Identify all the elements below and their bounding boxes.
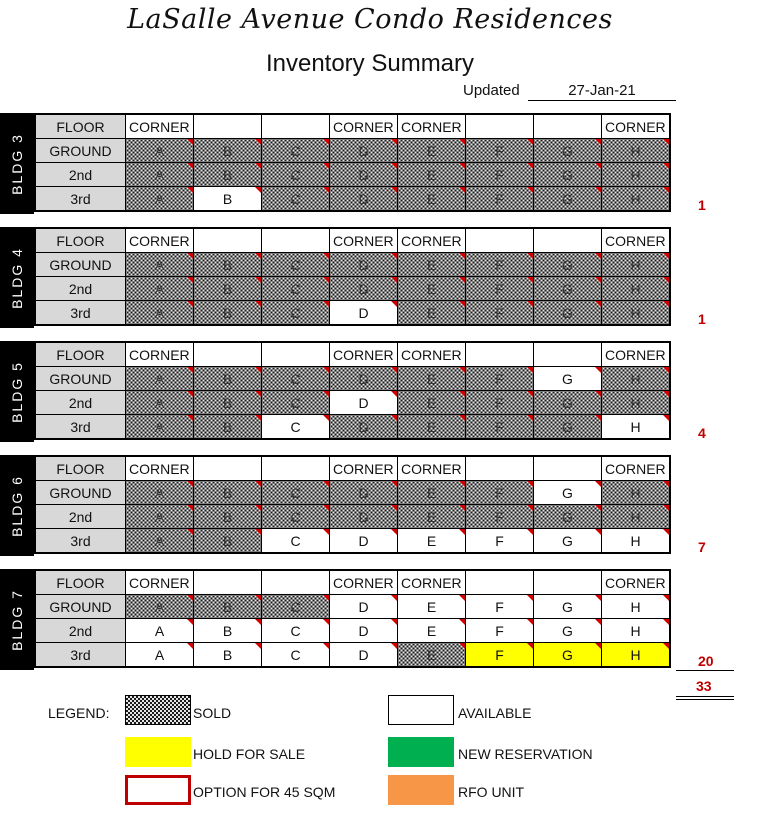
available-count: 4 bbox=[698, 425, 706, 441]
column-header bbox=[466, 228, 534, 253]
column-header: CORNER bbox=[398, 570, 466, 595]
unit-cell: D bbox=[330, 367, 398, 391]
building-label-text: BLDG 3 bbox=[9, 132, 25, 195]
unit-cell: F bbox=[466, 595, 534, 619]
column-header bbox=[466, 456, 534, 481]
unit-cell: B bbox=[194, 187, 262, 212]
legend-available-text: AVAILABLE bbox=[458, 705, 532, 721]
unit-cell: F bbox=[466, 367, 534, 391]
floor-label: 3rd bbox=[35, 643, 126, 668]
unit-cell: B bbox=[194, 619, 262, 643]
legend-sold-text: SOLD bbox=[193, 705, 232, 721]
legend-new-reservation-swatch bbox=[388, 737, 454, 767]
unit-cell: D bbox=[330, 277, 398, 301]
column-header bbox=[534, 456, 602, 481]
total-rule-double-2 bbox=[676, 699, 734, 700]
available-count: 1 bbox=[698, 197, 706, 213]
building-label bbox=[0, 341, 34, 442]
unit-cell: B bbox=[194, 529, 262, 554]
floor-row bbox=[35, 277, 670, 301]
available-count: 1 bbox=[698, 311, 706, 327]
unit-cell: C bbox=[262, 481, 330, 505]
updated-label: Updated bbox=[463, 82, 520, 99]
unit-cell: D bbox=[330, 481, 398, 505]
unit-cell: C bbox=[262, 415, 330, 440]
unit-cell: B bbox=[194, 415, 262, 440]
column-header bbox=[534, 570, 602, 595]
unit-cell: C bbox=[262, 253, 330, 277]
unit-cell: G bbox=[534, 277, 602, 301]
unit-cell: G bbox=[534, 415, 602, 440]
unit-cell: B bbox=[194, 367, 262, 391]
floor-label: 2nd bbox=[35, 505, 126, 529]
unit-cell: G bbox=[534, 481, 602, 505]
unit-cell: F bbox=[466, 505, 534, 529]
unit-cell: D bbox=[330, 163, 398, 187]
floor-row bbox=[35, 301, 670, 326]
unit-cell: B bbox=[194, 301, 262, 326]
unit-cell: A bbox=[126, 277, 194, 301]
unit-cell: G bbox=[534, 163, 602, 187]
floor-row bbox=[35, 187, 670, 212]
unit-cell: A bbox=[126, 643, 194, 668]
floor-label: GROUND bbox=[35, 253, 126, 277]
building-label bbox=[0, 113, 34, 214]
legend-sold-swatch bbox=[125, 695, 191, 725]
unit-cell: B bbox=[194, 391, 262, 415]
floor-label: 2nd bbox=[35, 619, 126, 643]
floor-label: 2nd bbox=[35, 391, 126, 415]
column-header: CORNER bbox=[602, 114, 671, 139]
unit-cell: B bbox=[194, 505, 262, 529]
floor-label: 3rd bbox=[35, 529, 126, 554]
unit-cell: F bbox=[466, 619, 534, 643]
column-header bbox=[534, 342, 602, 367]
column-header bbox=[466, 114, 534, 139]
unit-cell: E bbox=[398, 643, 466, 668]
unit-cell: C bbox=[262, 163, 330, 187]
column-header bbox=[194, 114, 262, 139]
unit-cell: E bbox=[398, 619, 466, 643]
unit-cell: H bbox=[602, 529, 671, 554]
unit-cell: C bbox=[262, 367, 330, 391]
inventory-table bbox=[34, 569, 671, 668]
legend-available-swatch bbox=[388, 695, 454, 725]
building-label bbox=[0, 455, 34, 556]
column-header bbox=[194, 342, 262, 367]
unit-cell: D bbox=[330, 301, 398, 326]
floor-row bbox=[35, 139, 670, 163]
unit-cell: F bbox=[466, 139, 534, 163]
unit-cell: F bbox=[466, 277, 534, 301]
floor-label: GROUND bbox=[35, 367, 126, 391]
unit-cell: E bbox=[398, 529, 466, 554]
unit-cell: D bbox=[330, 595, 398, 619]
floor-row bbox=[35, 367, 670, 391]
column-header bbox=[466, 570, 534, 595]
unit-cell: G bbox=[534, 139, 602, 163]
unit-cell: E bbox=[398, 391, 466, 415]
building-block bbox=[0, 341, 676, 442]
unit-cell: G bbox=[534, 643, 602, 668]
unit-cell: A bbox=[126, 529, 194, 554]
unit-cell: B bbox=[194, 595, 262, 619]
document-title: LaSalle Avenue Condo Residences bbox=[127, 4, 613, 35]
unit-cell: G bbox=[534, 391, 602, 415]
total-available: 33 bbox=[696, 678, 712, 694]
floor-row bbox=[35, 619, 670, 643]
unit-cell: F bbox=[466, 481, 534, 505]
floor-column-header: FLOOR bbox=[35, 228, 126, 253]
floor-row bbox=[35, 595, 670, 619]
unit-cell: A bbox=[126, 505, 194, 529]
unit-cell: D bbox=[330, 253, 398, 277]
total-rule-double-1 bbox=[676, 696, 734, 697]
unit-cell: H bbox=[602, 253, 671, 277]
unit-cell: H bbox=[602, 595, 671, 619]
unit-cell: A bbox=[126, 391, 194, 415]
unit-cell: C bbox=[262, 277, 330, 301]
unit-cell: C bbox=[262, 529, 330, 554]
unit-cell: A bbox=[126, 163, 194, 187]
floor-label: GROUND bbox=[35, 139, 126, 163]
floor-row bbox=[35, 505, 670, 529]
column-header: CORNER bbox=[398, 228, 466, 253]
unit-cell: C bbox=[262, 643, 330, 668]
unit-cell: H bbox=[602, 163, 671, 187]
unit-cell: D bbox=[330, 619, 398, 643]
column-header bbox=[262, 342, 330, 367]
column-header: CORNER bbox=[330, 456, 398, 481]
column-header: CORNER bbox=[330, 342, 398, 367]
unit-cell: E bbox=[398, 595, 466, 619]
unit-cell: G bbox=[534, 301, 602, 326]
unit-cell: A bbox=[126, 301, 194, 326]
unit-cell: H bbox=[602, 391, 671, 415]
unit-cell: E bbox=[398, 277, 466, 301]
column-header: CORNER bbox=[126, 570, 194, 595]
inventory-table bbox=[34, 227, 671, 326]
legend-option-swatch bbox=[125, 775, 191, 805]
unit-cell: G bbox=[534, 505, 602, 529]
column-header: CORNER bbox=[126, 456, 194, 481]
building-label-text: BLDG 4 bbox=[9, 246, 25, 309]
floor-column-header: FLOOR bbox=[35, 456, 126, 481]
unit-cell: H bbox=[602, 367, 671, 391]
unit-cell: G bbox=[534, 529, 602, 554]
legend-rfo-text: RFO UNIT bbox=[458, 784, 525, 800]
unit-cell: F bbox=[466, 253, 534, 277]
column-header: CORNER bbox=[602, 456, 671, 481]
unit-cell: B bbox=[194, 643, 262, 668]
unit-cell: A bbox=[126, 595, 194, 619]
unit-cell: A bbox=[126, 619, 194, 643]
unit-cell: C bbox=[262, 139, 330, 163]
unit-cell: A bbox=[126, 187, 194, 212]
inventory-table bbox=[34, 341, 671, 440]
floor-label: 3rd bbox=[35, 301, 126, 326]
legend-hold-text: HOLD FOR SALE bbox=[193, 746, 306, 762]
column-header: CORNER bbox=[126, 228, 194, 253]
unit-cell: C bbox=[262, 619, 330, 643]
header-row bbox=[35, 342, 670, 367]
column-header bbox=[262, 228, 330, 253]
updated-date: 27-Jan-21 bbox=[528, 82, 676, 101]
unit-cell: E bbox=[398, 163, 466, 187]
column-header: CORNER bbox=[126, 114, 194, 139]
column-header: CORNER bbox=[330, 570, 398, 595]
floor-row bbox=[35, 391, 670, 415]
unit-cell: B bbox=[194, 481, 262, 505]
unit-cell: C bbox=[262, 187, 330, 212]
floor-label: GROUND bbox=[35, 595, 126, 619]
unit-cell: F bbox=[466, 415, 534, 440]
floor-column-header: FLOOR bbox=[35, 570, 126, 595]
unit-cell: F bbox=[466, 529, 534, 554]
unit-cell: H bbox=[602, 481, 671, 505]
unit-cell: B bbox=[194, 253, 262, 277]
unit-cell: E bbox=[398, 505, 466, 529]
unit-cell: B bbox=[194, 277, 262, 301]
legend-hold-swatch bbox=[125, 737, 191, 767]
unit-cell: A bbox=[126, 415, 194, 440]
floor-label: 2nd bbox=[35, 163, 126, 187]
header-row bbox=[35, 456, 670, 481]
unit-cell: E bbox=[398, 187, 466, 212]
available-count: 20 bbox=[698, 653, 714, 669]
legend-rfo-swatch bbox=[388, 775, 454, 805]
column-header bbox=[466, 342, 534, 367]
unit-cell: G bbox=[534, 253, 602, 277]
building-block bbox=[0, 113, 676, 214]
unit-cell: F bbox=[466, 301, 534, 326]
unit-cell: D bbox=[330, 529, 398, 554]
unit-cell: A bbox=[126, 253, 194, 277]
column-header: CORNER bbox=[602, 342, 671, 367]
column-header bbox=[534, 114, 602, 139]
building-block bbox=[0, 227, 676, 328]
unit-cell: D bbox=[330, 139, 398, 163]
unit-cell: C bbox=[262, 595, 330, 619]
unit-cell: B bbox=[194, 139, 262, 163]
column-header bbox=[262, 114, 330, 139]
unit-cell: E bbox=[398, 253, 466, 277]
legend-new-reservation-text: NEW RESERVATION bbox=[458, 746, 593, 762]
column-header bbox=[194, 456, 262, 481]
unit-cell: B bbox=[194, 163, 262, 187]
column-header bbox=[262, 456, 330, 481]
column-header: CORNER bbox=[602, 228, 671, 253]
column-header bbox=[534, 228, 602, 253]
header-row bbox=[35, 114, 670, 139]
floor-label: GROUND bbox=[35, 481, 126, 505]
unit-cell: C bbox=[262, 301, 330, 326]
column-header: CORNER bbox=[330, 114, 398, 139]
document-subtitle: Inventory Summary bbox=[265, 50, 475, 77]
header-row bbox=[35, 570, 670, 595]
unit-cell: E bbox=[398, 481, 466, 505]
building-block bbox=[0, 569, 676, 670]
unit-cell: E bbox=[398, 301, 466, 326]
floor-row bbox=[35, 253, 670, 277]
column-header: CORNER bbox=[330, 228, 398, 253]
unit-cell: G bbox=[534, 619, 602, 643]
unit-cell: D bbox=[330, 187, 398, 212]
unit-cell: F bbox=[466, 187, 534, 212]
column-header bbox=[194, 570, 262, 595]
unit-cell: E bbox=[398, 139, 466, 163]
header-row bbox=[35, 228, 670, 253]
legend-option-text: OPTION FOR 45 SQM bbox=[193, 784, 336, 800]
floor-column-header: FLOOR bbox=[35, 342, 126, 367]
unit-cell: H bbox=[602, 415, 671, 440]
column-header: CORNER bbox=[398, 456, 466, 481]
inventory-table bbox=[34, 113, 671, 212]
column-header: CORNER bbox=[398, 342, 466, 367]
building-label-text: BLDG 7 bbox=[9, 588, 25, 651]
total-rule-top bbox=[676, 670, 734, 671]
building-label bbox=[0, 569, 34, 670]
column-header: CORNER bbox=[398, 114, 466, 139]
unit-cell: A bbox=[126, 367, 194, 391]
legend-label: LEGEND: bbox=[48, 705, 110, 721]
unit-cell: D bbox=[330, 391, 398, 415]
unit-cell: G bbox=[534, 595, 602, 619]
floor-label: 3rd bbox=[35, 187, 126, 212]
unit-cell: A bbox=[126, 481, 194, 505]
building-label bbox=[0, 227, 34, 328]
building-block bbox=[0, 455, 676, 556]
floor-row bbox=[35, 643, 670, 668]
floor-column-header: FLOOR bbox=[35, 114, 126, 139]
column-header: CORNER bbox=[126, 342, 194, 367]
floor-row bbox=[35, 529, 670, 554]
unit-cell: F bbox=[466, 163, 534, 187]
unit-cell: D bbox=[330, 415, 398, 440]
unit-cell: D bbox=[330, 505, 398, 529]
floor-label: 3rd bbox=[35, 415, 126, 440]
column-header: CORNER bbox=[602, 570, 671, 595]
available-count: 7 bbox=[698, 539, 706, 555]
unit-cell: H bbox=[602, 301, 671, 326]
unit-cell: E bbox=[398, 415, 466, 440]
unit-cell: H bbox=[602, 619, 671, 643]
column-header bbox=[262, 570, 330, 595]
unit-cell: F bbox=[466, 391, 534, 415]
unit-cell: H bbox=[602, 505, 671, 529]
unit-cell: G bbox=[534, 187, 602, 212]
unit-cell: E bbox=[398, 367, 466, 391]
inventory-table bbox=[34, 455, 671, 554]
building-label-text: BLDG 5 bbox=[9, 360, 25, 423]
unit-cell: H bbox=[602, 643, 671, 668]
building-label-text: BLDG 6 bbox=[9, 474, 25, 537]
floor-row bbox=[35, 163, 670, 187]
unit-cell: G bbox=[534, 367, 602, 391]
floor-row bbox=[35, 481, 670, 505]
unit-cell: F bbox=[466, 643, 534, 668]
unit-cell: A bbox=[126, 139, 194, 163]
floor-label: 2nd bbox=[35, 277, 126, 301]
column-header bbox=[194, 228, 262, 253]
unit-cell: C bbox=[262, 391, 330, 415]
unit-cell: H bbox=[602, 277, 671, 301]
unit-cell: D bbox=[330, 643, 398, 668]
floor-row bbox=[35, 415, 670, 440]
unit-cell: H bbox=[602, 139, 671, 163]
unit-cell: H bbox=[602, 187, 671, 212]
unit-cell: C bbox=[262, 505, 330, 529]
